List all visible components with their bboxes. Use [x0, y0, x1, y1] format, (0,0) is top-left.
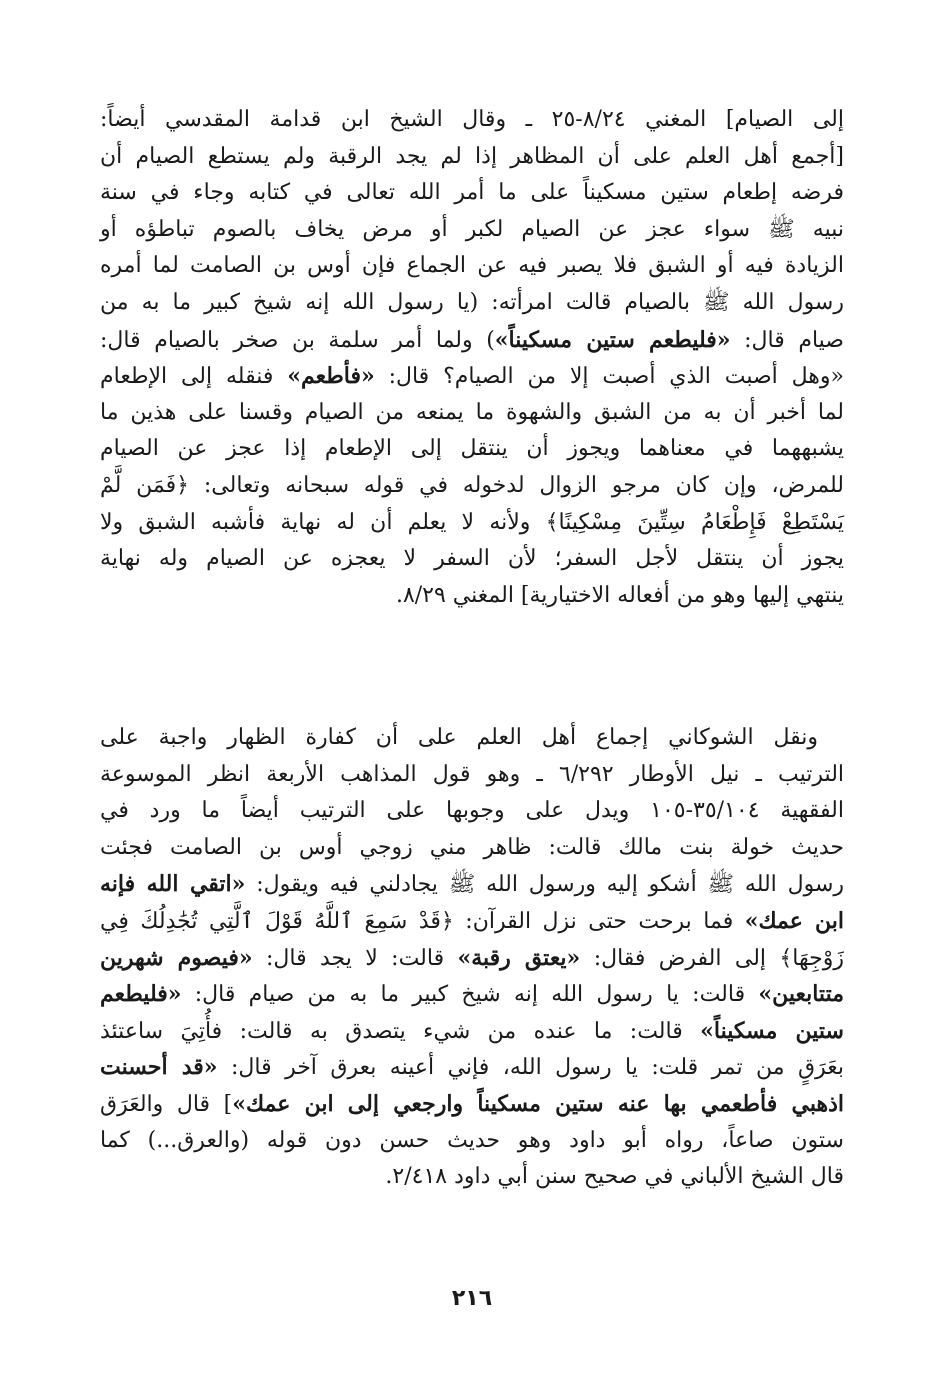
paragraph-1 — [100, 102, 844, 614]
text-line — [100, 102, 844, 139]
text-segment: لما أخبر أن به من الشبق والشهوة ما يمنعه من الصيام وقسنا على هذين ما — [100, 399, 844, 425]
text-segment: فنقله إلى الإطعام — [100, 364, 288, 390]
hadith-quote: «فليطعم ستين مسكيناً» — [494, 326, 731, 353]
text-segment: نبيه ﷺ سواء عجز عن الصيام لكبر أو مرض يخاف بالصوم تباطؤه أو — [100, 216, 844, 242]
text-line — [100, 793, 844, 830]
text-line — [100, 139, 844, 176]
text-line — [100, 322, 844, 359]
text-line — [100, 358, 844, 395]
text-segment: رسول الله ﷺ أشكو إليه ورسول الله ﷺ يجادلني فيه ويقول: — [245, 872, 844, 898]
hadith-quote: ستين مسكيناً» — [700, 1017, 844, 1044]
text-line — [100, 505, 844, 542]
text-line — [100, 866, 844, 903]
text-line — [100, 578, 844, 615]
text-segment: فما برحت حتى نزل القرآن: ﴿قَدْ سَمِعَ ٱللَّهُ قَوْلَ ٱلَّتِي تُجَٰدِلُكَ فِي — [100, 908, 745, 934]
page-number: ٢١٦ — [451, 1286, 493, 1311]
text-line — [100, 976, 844, 1013]
text-segment: يشبههما في معناهما ويجوز أن ينتقل إلى الإطعام إذا عجز عن الصيام — [100, 436, 844, 462]
text-line — [100, 285, 844, 322]
text-line — [100, 248, 844, 285]
text-segment: ستون صاعاً، رواه أبو داود وهو حديث حسن دون قوله (والعرق...) كما — [100, 1127, 844, 1153]
text-line — [100, 395, 844, 432]
paragraph-2 — [100, 720, 844, 1196]
text-line — [100, 1086, 844, 1123]
hadith-quote: متتابعين» — [758, 981, 844, 1008]
text-segment: الفقهية ٣٥/١٠٤-١٠٥ ويدل على وجوبها على الترتيب أيضاً ما ورد في — [100, 798, 844, 824]
text-segment: ] قال والعَرَق — [100, 1091, 233, 1117]
text-line — [100, 175, 844, 212]
text-segment: ينتهي إليها وهو من أفعاله الاختيارية] المغني ٨/٢٩. — [395, 582, 844, 608]
text-segment: قالت: ما عنده من شيء يتصدق به قالت: فأُتِيَ ساعتئذ — [100, 1018, 701, 1044]
text-line — [100, 212, 844, 249]
text-segment: يَسْتَطِعْ فَإِطْعَامُ سِتِّينَ مِسْكِينًا﴾ ولأنه لا يعلم أن له نهاية فأشبه الشبق ولا — [100, 509, 844, 535]
text-segment: للمرض، وإن كان مرجو الزوال لدخوله في قوله سبحانه وتعالى: ﴿فَمَن لَّمْ — [100, 472, 844, 498]
text-line — [100, 1123, 844, 1160]
text-line — [100, 468, 844, 505]
text-line — [100, 903, 844, 940]
hadith-quote: اذهبي فأطعمي بها عنه ستين مسكيناً وارجعي إلى ابن عمك» — [232, 1090, 844, 1117]
text-segment: إلى الصيام] المغني ٨/٢٤-٢٥ ـ وقال الشيخ ابن قدامة المقدسي أيضاً: — [100, 107, 844, 132]
text-segment: الزيادة فيه أو الشبق فلا يصبر فيه عن الجماع فإن أوس بن الصامت لما أمره — [100, 253, 844, 279]
text-line — [100, 720, 844, 757]
text-segment: فرضه إطعام ستين مسكيناً على ما أمر الله تعالى في كتابه وجاء في سنة — [100, 180, 844, 206]
hadith-quote: «اتقي الله فإنه — [100, 871, 246, 898]
text-segment: زَوْجِهَا﴾ إلى الفرض فقال: — [580, 945, 844, 971]
hadith-quote: «قد أحسنت — [100, 1054, 218, 1081]
text-segment: الترتيب ـ نيل الأوطار ٦/٢٩٢ ـ وهو قول المذاهب الأربعة انظر الموسوعة — [100, 761, 845, 787]
text-line — [100, 757, 844, 794]
text-line — [100, 431, 844, 468]
text-segment: قالت: يا رسول الله إنه شيخ كبير ما به من صيام قال: — [181, 982, 759, 1008]
text-segment: [أجمع أهل العلم على أن المظاهر إذا لم يجد الرقبة ولم يستطع الصيام أن — [100, 143, 844, 169]
text-segment: حديث خولة بنت مالك قالت: ظاهر مني زوجي أوس بن الصامت فجئت — [100, 834, 844, 860]
hadith-quote: «فيصوم شهرين — [100, 944, 253, 971]
text-line — [100, 940, 844, 977]
text-line — [100, 1013, 844, 1050]
text-segment: رسول الله ﷺ بالصيام قالت امرأته: (يا رسول الله إنه شيخ كبير ما به من — [100, 289, 844, 315]
text-segment: قالت: لا يجد قال: — [252, 945, 458, 971]
text-segment: بعَرَقٍ من تمر قلت: يا رسول الله، فإني أعينه بعرق آخر قال: — [217, 1055, 844, 1081]
text-line — [100, 1159, 844, 1196]
text-segment: ونقل الشوكاني إجماع أهل العلم على أن كفارة الظهار واجبة على — [100, 725, 818, 750]
text-line — [100, 541, 844, 578]
text-line — [100, 830, 844, 867]
hadith-quote: ابن عمك» — [744, 907, 844, 934]
hadith-quote: «فأطعم» — [287, 363, 375, 390]
hadith-quote: «يعتق رقبة» — [457, 944, 581, 971]
text-line — [100, 1049, 844, 1086]
text-segment: يجوز أن ينتقل لأجل السفر؛ لأن السفر لا يعجزه عن الصيام وله نهاية — [100, 546, 844, 572]
text-segment: ) ولما أمر سلمة بن صخر بالصيام قال: — [100, 327, 495, 353]
text-segment: صيام قال: — [730, 327, 844, 353]
hadith-quote: «فليطعم — [100, 981, 182, 1008]
text-segment: «وهل أصبت الذي أصبت إلا من الصيام؟ قال: — [374, 364, 844, 390]
text-segment: قال الشيخ الألباني في صحيح سنن أبي داود ٢/٤١٨. — [385, 1164, 844, 1190]
